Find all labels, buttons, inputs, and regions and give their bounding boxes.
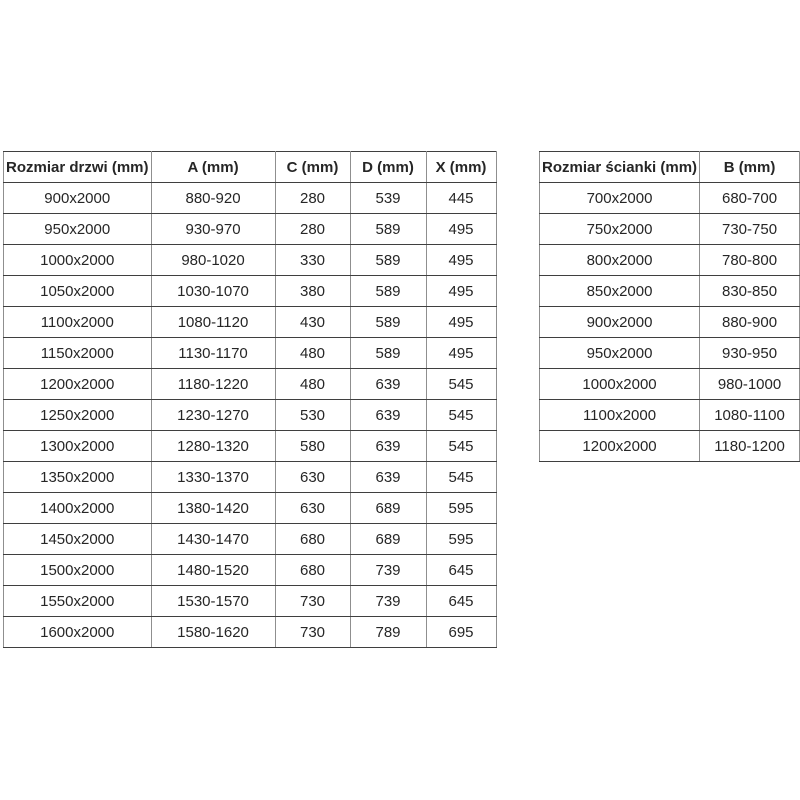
table-row [4, 183, 497, 214]
table-cell: 1450x2000 [4, 524, 152, 555]
table-row [540, 307, 800, 338]
table-cell: 900x2000 [540, 307, 700, 338]
table-cell: 495 [426, 214, 496, 245]
table-cell: 1100x2000 [540, 400, 700, 431]
table-cell: 589 [350, 214, 426, 245]
table-cell: 1300x2000 [4, 431, 152, 462]
table-cell: 539 [350, 183, 426, 214]
table-cell: 1080-1100 [700, 400, 800, 431]
table-cell: 1500x2000 [4, 555, 152, 586]
table-cell: 580 [275, 431, 350, 462]
table-cell: 789 [350, 617, 426, 648]
table-cell: 330 [275, 245, 350, 276]
table-cell: 589 [350, 276, 426, 307]
header-cell: Rozmiar ścianki (mm) [540, 152, 700, 183]
table-cell: 589 [350, 245, 426, 276]
table-row [540, 276, 800, 307]
table-cell: 930-970 [151, 214, 275, 245]
table-cell: 1080-1120 [151, 307, 275, 338]
table-row [4, 400, 497, 431]
table-cell: 430 [275, 307, 350, 338]
table-cell: 589 [350, 307, 426, 338]
table-cell: 1150x2000 [4, 338, 152, 369]
table-cell: 545 [426, 431, 496, 462]
table-cell: 1100x2000 [4, 307, 152, 338]
header-cell: A (mm) [151, 152, 275, 183]
table-cell: 639 [350, 462, 426, 493]
table-cell: 800x2000 [540, 245, 700, 276]
table-cell: 595 [426, 493, 496, 524]
table-cell: 880-900 [700, 307, 800, 338]
table-row [4, 493, 497, 524]
table-cell: 695 [426, 617, 496, 648]
table-cell: 680-700 [700, 183, 800, 214]
table-cell: 880-920 [151, 183, 275, 214]
table-cell: 1400x2000 [4, 493, 152, 524]
header-cell: X (mm) [426, 152, 496, 183]
table-row [4, 524, 497, 555]
table-cell: 495 [426, 245, 496, 276]
table-row [540, 338, 800, 369]
table-cell: 689 [350, 524, 426, 555]
table-cell: 630 [275, 462, 350, 493]
table-cell: 280 [275, 214, 350, 245]
table-row [540, 183, 800, 214]
table-row [4, 214, 497, 245]
table-cell: 1200x2000 [4, 369, 152, 400]
table-cell: 639 [350, 369, 426, 400]
table-cell: 1580-1620 [151, 617, 275, 648]
table-cell: 639 [350, 431, 426, 462]
table-row [540, 214, 800, 245]
table-row [4, 245, 497, 276]
table-cell: 950x2000 [4, 214, 152, 245]
table-cell: 480 [275, 369, 350, 400]
table-cell: 630 [275, 493, 350, 524]
table-cell: 1600x2000 [4, 617, 152, 648]
table-row [4, 462, 497, 493]
table-cell: 1480-1520 [151, 555, 275, 586]
table-cell: 1000x2000 [4, 245, 152, 276]
header-cell: Rozmiar drzwi (mm) [4, 152, 152, 183]
table-cell: 1550x2000 [4, 586, 152, 617]
table-cell: 1030-1070 [151, 276, 275, 307]
table-cell: 680 [275, 555, 350, 586]
table-cell: 595 [426, 524, 496, 555]
table-cell: 1280-1320 [151, 431, 275, 462]
table-row [540, 400, 800, 431]
table-cell: 780-800 [700, 245, 800, 276]
table-cell: 645 [426, 555, 496, 586]
table-cell: 380 [275, 276, 350, 307]
table-cell: 1230-1270 [151, 400, 275, 431]
table-cell: 480 [275, 338, 350, 369]
table-row [540, 431, 800, 462]
header-cell: B (mm) [700, 152, 800, 183]
door-size-table [3, 151, 497, 648]
table-cell: 1180-1200 [700, 431, 800, 462]
table-row [4, 307, 497, 338]
table-row [540, 369, 800, 400]
table-row [4, 431, 497, 462]
table-row [4, 555, 497, 586]
table-cell: 739 [350, 586, 426, 617]
table-cell: 495 [426, 276, 496, 307]
table-cell: 589 [350, 338, 426, 369]
table-cell: 545 [426, 462, 496, 493]
table-cell: 980-1000 [700, 369, 800, 400]
table-cell: 1530-1570 [151, 586, 275, 617]
wall-size-table [539, 151, 800, 462]
table-cell: 830-850 [700, 276, 800, 307]
table-cell: 730 [275, 586, 350, 617]
table-cell: 1130-1170 [151, 338, 275, 369]
table-cell: 980-1020 [151, 245, 275, 276]
table-cell: 950x2000 [540, 338, 700, 369]
table-cell: 730 [275, 617, 350, 648]
table-cell: 1350x2000 [4, 462, 152, 493]
table-cell: 1430-1470 [151, 524, 275, 555]
table-cell: 1380-1420 [151, 493, 275, 524]
table-cell: 530 [275, 400, 350, 431]
header-row [4, 152, 497, 183]
table-row [540, 245, 800, 276]
table-cell: 1330-1370 [151, 462, 275, 493]
table-cell: 900x2000 [4, 183, 152, 214]
table-cell: 1000x2000 [540, 369, 700, 400]
table-cell: 1250x2000 [4, 400, 152, 431]
table-cell: 1180-1220 [151, 369, 275, 400]
table-row [4, 338, 497, 369]
table-cell: 1200x2000 [540, 431, 700, 462]
table-row [4, 276, 497, 307]
table-cell: 445 [426, 183, 496, 214]
table-cell: 495 [426, 338, 496, 369]
header-row [540, 152, 800, 183]
table-row [4, 369, 497, 400]
table-cell: 689 [350, 493, 426, 524]
header-cell: C (mm) [275, 152, 350, 183]
table-cell: 739 [350, 555, 426, 586]
table-cell: 545 [426, 400, 496, 431]
table-cell: 545 [426, 369, 496, 400]
table-row [4, 617, 497, 648]
table-cell: 730-750 [700, 214, 800, 245]
table-row [4, 586, 497, 617]
table-cell: 280 [275, 183, 350, 214]
table-cell: 1050x2000 [4, 276, 152, 307]
table-cell: 700x2000 [540, 183, 700, 214]
header-cell: D (mm) [350, 152, 426, 183]
table-cell: 495 [426, 307, 496, 338]
table-cell: 639 [350, 400, 426, 431]
table-cell: 850x2000 [540, 276, 700, 307]
table-cell: 750x2000 [540, 214, 700, 245]
table-cell: 680 [275, 524, 350, 555]
table-cell: 930-950 [700, 338, 800, 369]
table-cell: 645 [426, 586, 496, 617]
